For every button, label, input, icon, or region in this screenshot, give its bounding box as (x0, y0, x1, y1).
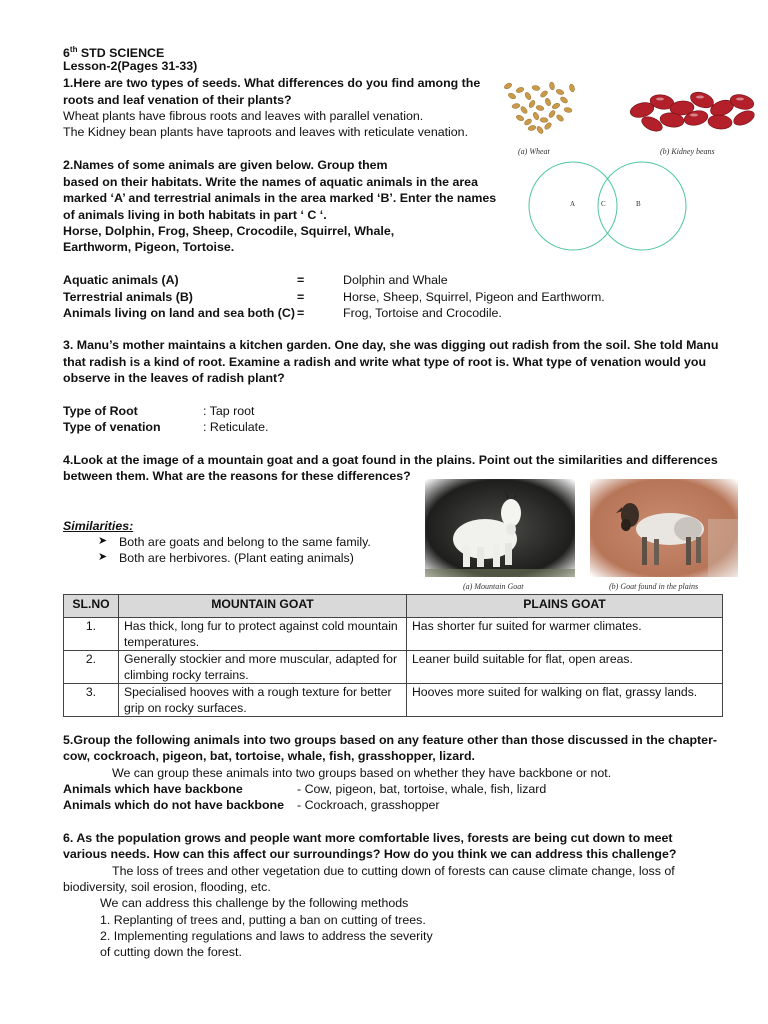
plains-goat-image (590, 479, 738, 577)
q6-answer-line4: 1. Replanting of trees and, putting a ban on cutting of trees. (100, 913, 426, 927)
q2-line1: 2.Names of some animals are given below. Group them (63, 158, 388, 172)
row-slno: 2. (64, 651, 119, 684)
goat-comparison-table (63, 594, 723, 717)
q6-line2: various needs. How can this affect our surroundings? How do you think we can address this challenge? (63, 847, 677, 861)
q5-intro: We can group these animals into two groups based on whether they have backbone or not. (112, 766, 612, 780)
q5-line2: cow, cockroach, pigeon, bat, tortoise, whale, fish, grasshopper, lizard. (63, 749, 475, 763)
q2-line5: Horse, Dolphin, Frog, Sheep, Crocodile, Squirrel, Whale, (63, 224, 395, 238)
col-header-plains-goat: PLAINS GOAT (407, 595, 723, 618)
q3-line2: that radish is a kind of root. Examine a radish and write what type of root is. What type of venation would you (63, 355, 707, 369)
no-backbone-label: Animals which do not have backbone (63, 798, 285, 812)
both-habitats-value: Frog, Tortoise and Crocodile. (343, 306, 502, 320)
kidney-beans-caption: (b) Kidney beans (660, 147, 715, 156)
row-slno: 1. (64, 618, 119, 651)
grade-number: 6 (63, 46, 70, 61)
root-type-value: : Tap root (203, 404, 255, 418)
terrestrial-eq: = (297, 290, 305, 304)
wheat-caption: (a) Wheat (518, 147, 550, 156)
aquatic-eq: = (297, 273, 305, 287)
both-habitats-eq: = (297, 306, 305, 320)
terrestrial-value: Horse, Sheep, Squirrel, Pigeon and Earthworm. (343, 290, 605, 304)
arrow-bullet-icon: ➤ (98, 535, 108, 547)
table-header-row (64, 595, 723, 618)
q2-line3: marked ‘A’ and terrestrial animals in the area marked ‘B’. Enter the names (63, 191, 497, 205)
similarities-heading: Similarities: (63, 519, 134, 533)
row-plains-goat: Leaner build suitable for flat, open areas. (407, 651, 723, 684)
col-header-slno: SL.NO (64, 595, 119, 618)
q2-line4: of animals living in both habitats in part ‘ C ‘. (63, 208, 327, 222)
wheat-seeds-image (492, 66, 592, 146)
row-mountain-goat: Generally stockier and more muscular, adapted for climbing rocky terrains. (119, 651, 407, 684)
table-row (64, 651, 723, 684)
q6-line1: 6. As the population grows and people want more comfortable lives, forests are being cut down to meet (63, 831, 673, 845)
q4-line1: 4.Look at the image of a mountain goat and a goat found in the plains. Point out the similarities and differences (63, 453, 718, 467)
row-plains-goat: Has shorter fur suited for warmer climates. (407, 618, 723, 651)
q1-question-line1: 1.Here are two types of seeds. What differences do you find among the (63, 76, 481, 90)
similarity-item-1: Both are goats and belong to the same family. (119, 535, 371, 549)
col-header-mountain-goat: MOUNTAIN GOAT (119, 595, 407, 618)
grade-superscript: th (69, 45, 78, 54)
both-habitats-label: Animals living on land and sea both (C) (63, 306, 295, 320)
q6-answer-line6: of cutting down the forest. (100, 945, 242, 959)
venation-type-value: : Reticulate. (203, 420, 269, 434)
kidney-beans-image (624, 78, 764, 138)
q2-line6: Earthworm, Pigeon, Tortoise. (63, 240, 235, 254)
q6-answer-line1: The loss of trees and other vegetation due to cutting down of forests can cause climate change, loss of (112, 864, 675, 878)
q1-answer-line2: The Kidney bean plants have taproots and leaves with reticulate venation. (63, 125, 469, 139)
terrestrial-label: Terrestrial animals (B) (63, 290, 193, 304)
venn-label-b: B (636, 200, 641, 208)
table-row (64, 684, 723, 717)
q1-answer-line1: Wheat plants have fibrous roots and leaves with parallel venation. (63, 109, 424, 123)
row-slno: 3. (64, 684, 119, 717)
q3-line3: observe in the leaves of radish plant? (63, 371, 285, 385)
lesson-label: Lesson-2(Pages 31-33) (63, 59, 198, 73)
q1-question-line2: roots and leaf venation of their plants? (63, 93, 292, 107)
no-backbone-value: - Cockroach, grasshopper (297, 798, 440, 812)
venn-label-c: C (601, 200, 606, 208)
row-plains-goat: Hooves more suited for walking on flat, grassy lands. (407, 684, 723, 717)
similarity-item-2: Both are herbivores. (Plant eating animals) (119, 551, 354, 565)
venn-diagram (520, 160, 692, 252)
subject-label: STD SCIENCE (80, 46, 165, 61)
root-type-label: Type of Root (63, 404, 138, 418)
q6-answer-line5: 2. Implementing regulations and laws to address the severity (100, 929, 433, 943)
backbone-label: Animals which have backbone (63, 782, 243, 796)
aquatic-value: Dolphin and Whale (343, 273, 448, 287)
venation-type-label: Type of venation (63, 420, 161, 434)
q6-answer-line3: We can address this challenge by the following methods (100, 896, 409, 910)
backbone-value: - Cow, pigeon, bat, tortoise, whale, fish, lizard (297, 782, 547, 796)
row-mountain-goat: Has thick, long fur to protect against cold mountain temperatures. (119, 618, 407, 651)
plains-goat-caption: (b) Goat found in the plains (609, 582, 699, 591)
venn-label-a: A (570, 200, 576, 208)
venn-circle-b (598, 162, 686, 250)
q4-line2: between them. What are the reasons for these differences? (63, 469, 411, 483)
arrow-bullet-icon: ➤ (98, 551, 108, 563)
q3-line1: 3. Manu’s mother maintains a kitchen garden. One day, she was digging out radish from the soil. She told Manu (63, 338, 719, 352)
q2-line2: based on their habitats. Write the names of aquatic animals in the area (63, 175, 478, 189)
table-row (64, 618, 723, 651)
row-mountain-goat: Specialised hooves with a rough texture for better grip on rocky surfaces. (119, 684, 407, 717)
mountain-goat-image (425, 479, 575, 577)
aquatic-label: Aquatic animals (A) (63, 273, 179, 287)
q6-answer-line2: biodiversity, soil erosion, flooding, etc. (63, 880, 271, 894)
mountain-goat-caption: (a) Mountain Goat (463, 582, 524, 591)
q5-line1: 5.Group the following animals into two groups based on any feature other than those discussed in the chapter- (63, 733, 718, 747)
